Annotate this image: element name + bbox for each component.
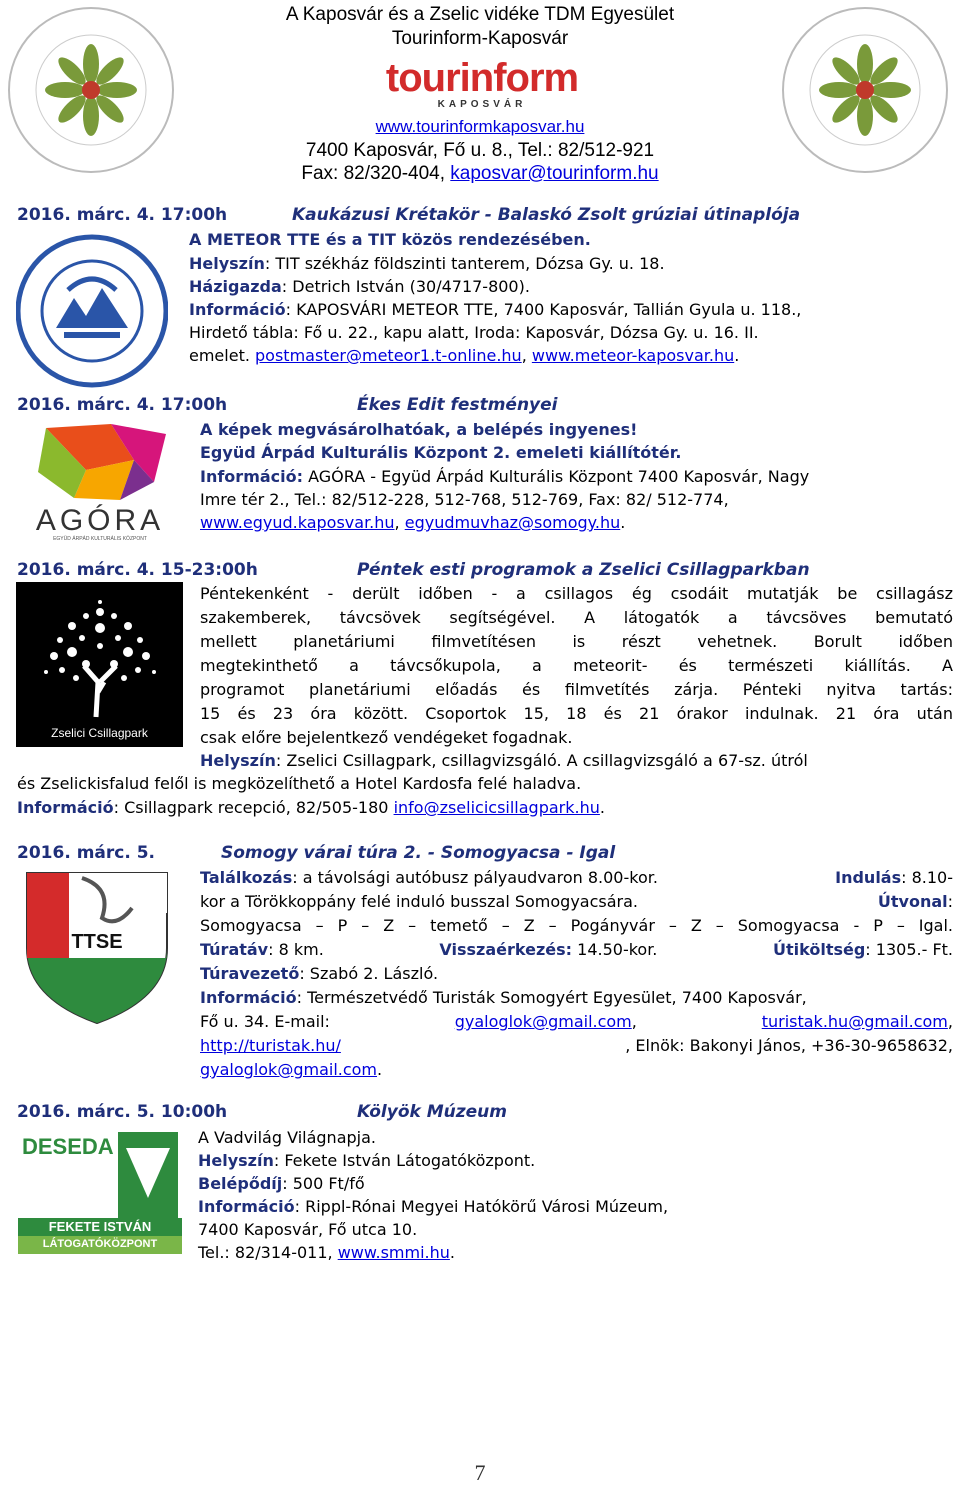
event-5-title: Kölyök Múzeum [357, 1102, 507, 1122]
agora-logo-mark [16, 420, 184, 502]
event-1-organizer: A METEOR TTE és a TIT közös rendezésében. [189, 230, 591, 249]
event-4-info-label: Információ [200, 988, 297, 1007]
event-5-date: 2016. márc. 5. 10:00h [17, 1102, 228, 1122]
event-4-line2 [200, 890, 953, 913]
left-seal-logo [6, 4, 176, 176]
csillagpark-tree [16, 582, 183, 722]
event-4-route-group [878, 890, 953, 913]
event-3-location-label: Helyszín [200, 751, 276, 770]
event-4-return-value: 14.50-kor. [572, 940, 658, 959]
tourinform-logo-text: tourinform [385, 56, 579, 100]
header-fax-line [230, 163, 730, 185]
event-1-title: Kaukázusi Krétakör - Balaskó Zsolt grúziai útinaplója [292, 205, 801, 225]
event-5-tel: Tel.: 82/314-011, [198, 1243, 333, 1262]
event-4-bus: kor a Törökkoppány felé induló busszal Somogyacsára. [200, 892, 638, 911]
event-1-host-value: : Detrich István (30/4717-800). [281, 277, 530, 296]
event-2-info-label: Információ: [200, 467, 304, 486]
event-3-desc-line5: programot planetáriumi előadás és filmvetítés zárja. Pénteki nyitva tartás: [200, 680, 953, 699]
header-fax: Fax: 82/320-404, [301, 163, 446, 184]
event-2-email-link[interactable]: egyudmuvhaz@somogy.hu [404, 513, 621, 532]
event-2-info-line1 [200, 465, 809, 488]
event-1-location [189, 252, 665, 275]
event-1-web-link[interactable]: www.meteor-kaposvar.hu [531, 346, 735, 365]
event-5-info-label: Információ [198, 1197, 295, 1216]
event-1-info-line1 [189, 298, 801, 321]
event-4-route-label: Útvonal [877, 892, 948, 911]
event-3-location [200, 749, 808, 772]
event-2-info-line2: Imre tér 2., Tel.: 82/512-228, 512-768, 512-769, Fax: 82/ 512-774, [200, 490, 729, 509]
event-5-location [198, 1149, 535, 1172]
tourinform-logo [372, 58, 592, 110]
event-5-info-line2: 7400 Kaposvár, Fő utca 10. [198, 1220, 418, 1239]
event-2-info-line3: www.egyud.kaposvar.hu, egyudmuvhaz@somogy.hu. [200, 513, 626, 532]
event-4-email3-link[interactable]: gyaloglok@gmail.com [200, 1060, 378, 1079]
event-2-web-link[interactable]: www.egyud.kaposvar.hu [200, 513, 395, 532]
event-4-departure-group [835, 866, 953, 889]
event-4-title: Somogy várai túra 2. - Somogyacsa - Igal [221, 843, 616, 863]
event-1-date: 2016. márc. 4. 17:00h [17, 205, 228, 225]
event-4-return-label: Visszaérkezés: [439, 940, 573, 959]
header-email-link[interactable]: kaposvar@tourinform.hu [450, 163, 659, 184]
event-5-location-label: Helyszín [198, 1151, 274, 1170]
event-4-distance-value: : 8 km. [268, 940, 324, 959]
deseda-logo-text: DESEDA [22, 1134, 114, 1159]
deseda-logo-line2: FEKETE ISTVÁN [48, 1219, 152, 1234]
event-3-info-value: : Csillagpark recepció, 82/505-180 [113, 798, 389, 817]
event-3-desc-line3: mellett planetáriumi filmvetítésen is részt vehetnek. Borult időben [200, 632, 953, 651]
agora-logo [16, 420, 184, 540]
event-4-info-line2 [200, 1010, 953, 1033]
event-1-host-label: Házigazda [189, 277, 282, 296]
event-3-desc-line1: Péntekenként - derült időben - a csillagos ég csodáit mutatják be csillagász [200, 584, 953, 603]
deseda-logo-line3: LÁTOGATÓKÖZPONT [42, 1238, 158, 1250]
ttse-logo [22, 868, 172, 1028]
event-5-fee [198, 1172, 365, 1195]
event-4-meeting-value: : a távolsági autóbusz pályaudvaron 8.00-kor. [292, 868, 658, 887]
event-2-date: 2016. márc. 4. 17:00h [17, 395, 228, 415]
event-5-fee-label: Belépődíj [198, 1174, 283, 1193]
page-number: 7 [474, 1460, 486, 1485]
event-3-date: 2016. márc. 4. 15-23:00h [17, 560, 258, 580]
event-4-president: , Elnök: Bakonyi János, +36-30-9658632, [625, 1036, 953, 1055]
event-5-line1: A Vadvilág Világnapja. [198, 1128, 376, 1147]
event-2-line2: Együd Árpád Kulturális Központ 2. emeleti kiállítótér. [200, 443, 682, 462]
right-seal-logo [780, 4, 950, 176]
event-3-location-value: : Zselici Csillagpark, csillagvizsgáló. A csillagvizsgáló a 67-sz. útról [275, 751, 808, 770]
event-4-address-email-label: Fő u. 34. E-mail: [200, 1012, 330, 1031]
tourinform-logo-sub: KAPOSVÁR [437, 99, 527, 110]
org-subname: Tourinform-Kaposvár [391, 28, 569, 49]
event-4-cost-value: : 1305.- Ft. [865, 940, 953, 959]
event-3-location-line2: és Zselickisfalud felől is megközelíthető a Hotel Kardosfa felé haladva. [17, 774, 582, 793]
event-4-date: 2016. márc. 5. [17, 843, 156, 863]
event-4-info-line4: gyaloglok@gmail.com. [200, 1060, 383, 1079]
event-4-route-colon: : [947, 892, 953, 911]
agora-logo-text: AGÓRA [35, 504, 165, 537]
event-4-meeting [200, 866, 953, 889]
event-4-route: Somogyacsa – P – Z – temető – Z – Pogányvár – Z – Somogyacsa - P – Igal. [200, 916, 953, 935]
event-4-guide-value: : Szabó 2. László. [299, 964, 439, 983]
event-1-host [189, 275, 530, 298]
event-4-web-link[interactable]: http://turistak.hu/ [200, 1036, 341, 1055]
event-4-email1-link[interactable]: gyaloglok@gmail.com [454, 1012, 632, 1031]
event-4-departure-label: Indulás [835, 868, 902, 887]
event-1-info-value: : KAPOSVÁRI METEOR TTE, 7400 Kaposvár, Tallián Gyula u. 118., [285, 300, 802, 319]
event-3-info-label: Információ [17, 798, 114, 817]
event-4-meeting-group [200, 866, 658, 889]
event-5-info-line1 [198, 1195, 668, 1218]
event-4-cost-label: Útiköltség [773, 940, 866, 959]
agora-logo-sub: EGYÜD ÁRPÁD KULTURÁLIS KÖZPONT [53, 536, 147, 542]
event-3-email-link[interactable]: info@zselicicsillagpark.hu [393, 798, 600, 817]
event-3-info: Információ: Csillagpark recepció, 82/505-180 info@zselicicsillagpark.hu. [17, 798, 605, 817]
event-5-info-value: : Rippl-Rónai Megyei Hatókörű Városi Múzeum, [294, 1197, 669, 1216]
event-4-trip-details [200, 938, 953, 961]
event-1-info-line2: Hirdető tábla: Fő u. 22., kapu alatt, Iroda: Kaposvár, Dózsa Gy. u. 16. II. [189, 323, 759, 342]
event-1-info-label: Információ [189, 300, 286, 319]
event-2-title: Ékes Edit festményei [357, 395, 558, 415]
event-4-cost-group [773, 938, 953, 961]
event-4-email2-group: turistak.hu@gmail.com, [761, 1012, 953, 1031]
event-5-location-value: : Fekete István Látogatóközpont. [273, 1151, 536, 1170]
event-5-info-line3: Tel.: 82/314-011, www.smmi.hu. [198, 1243, 455, 1262]
event-3-title: Péntek esti programok a Zselici Csillagparkban [357, 560, 810, 580]
event-4-email2-link[interactable]: turistak.hu@gmail.com [761, 1012, 948, 1031]
header-address: 7400 Kaposvár, Fő u. 8., Tel.: 82/512-921 [305, 140, 655, 161]
event-1-info-line3: emelet. postmaster@meteor1.t-online.hu, www.meteor-kaposvar.hu. [189, 346, 740, 365]
event-4-email1-group: gyaloglok@gmail.com, [454, 1012, 637, 1031]
event-1-email-link[interactable]: postmaster@meteor1.t-online.hu [255, 346, 522, 365]
event-3-desc-line4: megtekinthető a távcsőkupola, a meteorit- és természeti kiállítás. A [200, 656, 953, 675]
event-3-desc-line6: 15 és 23 óra között. Csoportok 15, 18 és 21 órakor indulnak. 21 óra után [200, 704, 953, 723]
event-4-info-line1 [200, 986, 807, 1009]
event-3-desc-line7: csak előre bejelentkező vendégeket fogadnak. [200, 728, 573, 747]
event-4-meeting-label: Találkozás [200, 868, 293, 887]
event-1-location-label: Helyszín [189, 254, 265, 273]
event-5-fee-value: : 500 Ft/fő [282, 1174, 365, 1193]
event-4-guide-label: Túravezető [200, 964, 300, 983]
org-name: A Kaposvár és a Zselic vidéke TDM Egyesület [285, 4, 675, 25]
event-2-line1: A képek megvásárolhatóak, a belépés ingyenes! [200, 420, 638, 439]
event-3-desc-line2: szakemberek, távcsövek segítségével. A látogatók a távcsöves bemutató [200, 608, 953, 627]
event-4-info-value: : Természetvédő Turisták Somogyért Egyesület, 7400 Kaposvár, [296, 988, 807, 1007]
event-4-distance-label: Túratáv [200, 940, 269, 959]
csillagpark-logo-text: Zselici Csillagpark [51, 726, 148, 740]
csillagpark-logo [16, 582, 183, 747]
event-1-info-floor: emelet. [189, 346, 250, 365]
deseda-logo [18, 1128, 182, 1256]
event-2-info-value: AGÓRA - Együd Árpád Kulturális Központ 7400 Kaposvár, Nagy [303, 467, 810, 486]
event-4-info-line3 [200, 1034, 953, 1057]
event-4-return-group [439, 938, 657, 961]
meteor-tte-logo [16, 228, 168, 394]
event-4-distance-group [200, 938, 324, 961]
event-5-web-link[interactable]: www.smmi.hu [337, 1243, 450, 1262]
ttse-logo-text: TTSE [71, 931, 123, 953]
tourinform-website-link[interactable]: www.tourinformkaposvar.hu [375, 117, 585, 136]
event-4-guide [200, 962, 438, 985]
event-1-location-value: : TIT székház földszinti tanterem, Dózsa Gy. u. 18. [264, 254, 665, 273]
event-4-departure-value: : 8.10- [901, 868, 953, 887]
